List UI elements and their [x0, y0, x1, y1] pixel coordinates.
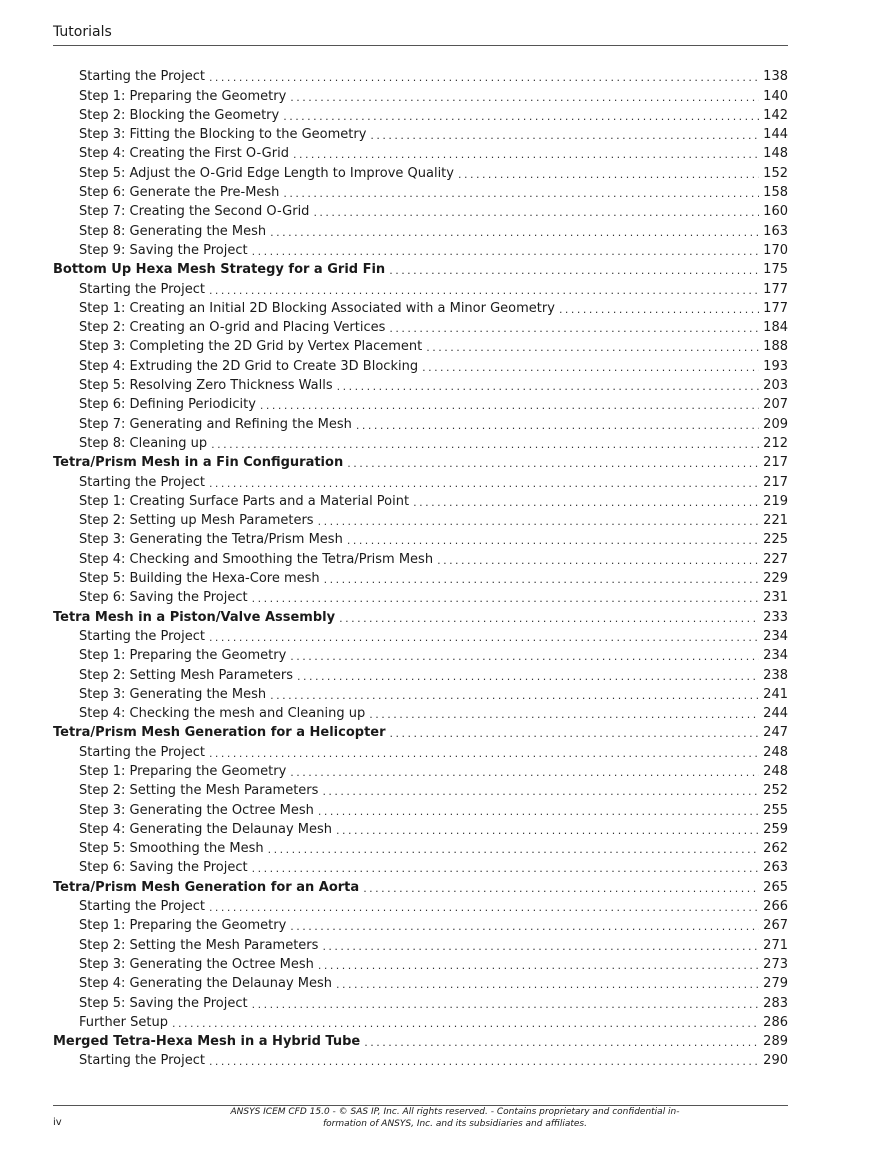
toc-entry-page-number: 144 [763, 127, 788, 143]
toc-step-entry[interactable] [53, 586, 788, 605]
toc-step-entry[interactable] [53, 316, 788, 335]
toc-entry-title: Step 1: Creating Surface Parts and a Material Point [79, 493, 410, 509]
toc-step-entry[interactable] [53, 181, 788, 200]
toc-step-entry[interactable] [53, 104, 788, 123]
toc-step-entry[interactable] [53, 200, 788, 219]
toc-step-entry[interactable] [53, 84, 788, 103]
toc-dot-leader [172, 1017, 759, 1030]
toc-entry-title: Step 9: Saving the Project [79, 242, 248, 258]
toc-dot-leader [209, 901, 759, 914]
toc-entry-page-number: 148 [763, 146, 788, 162]
toc-dot-leader [426, 341, 759, 354]
toc-dot-leader [252, 998, 760, 1011]
toc-entry-page-number: 262 [763, 841, 788, 857]
toc-entry-title: Merged Tetra-Hexa Mesh in a Hybrid Tube [53, 1034, 361, 1050]
toc-step-entry[interactable] [53, 509, 788, 528]
toc-entry-title: Step 4: Checking and Smoothing the Tetra/Prism Mesh [79, 551, 434, 567]
toc-dot-leader [290, 650, 759, 663]
toc-entry-title: Step 2: Setting Mesh Parameters [79, 667, 293, 683]
toc-dot-leader [283, 187, 759, 200]
toc-dot-leader [209, 284, 759, 297]
toc-step-entry[interactable] [53, 335, 788, 354]
toc-dot-leader [369, 708, 759, 721]
toc-step-entry[interactable] [53, 740, 788, 759]
toc-entry-page-number: 231 [763, 590, 788, 606]
toc-entry-page-number: 221 [763, 513, 788, 529]
toc-entry-page-number: 188 [763, 339, 788, 355]
toc-entry-title: Starting the Project [79, 744, 205, 760]
toc-entry-title: Step 2: Creating an O-grid and Placing Vertices [79, 320, 386, 336]
toc-entry-page-number: 209 [763, 416, 788, 432]
toc-entry-page-number: 175 [763, 262, 788, 278]
toc-dot-leader [389, 322, 759, 335]
toc-step-entry[interactable] [53, 65, 788, 84]
toc-dot-leader [290, 91, 759, 104]
toc-step-entry[interactable] [53, 547, 788, 566]
toc-step-entry[interactable] [53, 856, 788, 875]
toc-entry-title: Tetra/Prism Mesh Generation for an Aorta [53, 879, 360, 895]
toc-entry-page-number: 267 [763, 918, 788, 934]
toc-step-entry[interactable] [53, 1049, 788, 1068]
toc-entry-title: Step 4: Generating the Delaunay Mesh [79, 976, 333, 992]
toc-entry-title: Starting the Project [79, 628, 205, 644]
toc-dot-leader [422, 361, 759, 374]
toc-dot-leader [356, 419, 759, 432]
toc-step-entry[interactable] [53, 895, 788, 914]
toc-entry-page-number: 259 [763, 821, 788, 837]
toc-step-entry[interactable] [53, 625, 788, 644]
toc-step-entry[interactable] [53, 142, 788, 161]
toc-entry-title: Step 6: Defining Periodicity [79, 397, 256, 413]
toc-step-entry[interactable] [53, 683, 788, 702]
toc-dot-leader [270, 226, 759, 239]
toc-dot-leader [318, 805, 759, 818]
toc-entry-title: Step 3: Generating the Octree Mesh [79, 956, 314, 972]
toc-dot-leader [390, 727, 760, 740]
footer-notice-line-2: formation of ANSYS, Inc. and its subsidiaries and affiliates. [323, 1119, 587, 1129]
toc-dot-leader [347, 534, 759, 547]
toc-entry-page-number: 193 [763, 358, 788, 374]
toc-step-entry[interactable] [53, 663, 788, 682]
toc-step-entry[interactable] [53, 297, 788, 316]
toc-step-entry[interactable] [53, 1011, 788, 1030]
toc-entry-title: Starting the Project [79, 1053, 205, 1069]
toc-entry-title: Step 4: Checking the mesh and Cleaning up [79, 706, 366, 722]
toc-entry-page-number: 207 [763, 397, 788, 413]
toc-dot-leader [324, 573, 760, 586]
toc-dot-leader [290, 920, 759, 933]
toc-dot-leader [389, 264, 759, 277]
footer-notice-line-1: ANSYS ICEM CFD 15.0 - © SAS IP, Inc. All rights reserved. - Contains proprietary and confidential in- [230, 1107, 680, 1117]
toc-step-entry[interactable] [53, 953, 788, 972]
toc-entry-page-number: 241 [763, 686, 788, 702]
toc-entry-title: Step 2: Setting the Mesh Parameters [79, 783, 319, 799]
footer-copyright-notice [170, 1106, 740, 1130]
toc-entry-title: Step 6: Generate the Pre-Mesh [79, 185, 280, 201]
toc-entry-page-number: 290 [763, 1053, 788, 1069]
table-of-contents [53, 65, 788, 1068]
toc-dot-leader [211, 438, 759, 451]
toc-entry-title: Step 8: Cleaning up [79, 435, 208, 451]
toc-entry-title: Tetra/Prism Mesh Generation for a Helicopter [53, 725, 386, 741]
toc-entry-title: Step 1: Preparing the Geometry [79, 918, 287, 934]
toc-entry-page-number: 263 [763, 860, 788, 876]
toc-entry-page-number: 217 [763, 474, 788, 490]
toc-step-entry[interactable] [53, 760, 788, 779]
toc-entry-title: Step 6: Saving the Project [79, 590, 248, 606]
toc-entry-page-number: 286 [763, 1014, 788, 1030]
toc-entry-title: Step 4: Extruding the 2D Grid to Create 3D Blocking [79, 358, 419, 374]
toc-entry-title: Starting the Project [79, 474, 205, 490]
toc-entry-title: Step 3: Generating the Tetra/Prism Mesh [79, 532, 343, 548]
toc-entry-title: Starting the Project [79, 281, 205, 297]
toc-entry-page-number: 248 [763, 763, 788, 779]
toc-entry-page-number: 212 [763, 435, 788, 451]
toc-entry-title: Step 8: Generating the Mesh [79, 223, 267, 239]
toc-section-entry[interactable] [53, 605, 788, 624]
toc-entry-page-number: 170 [763, 242, 788, 258]
toc-entry-title: Step 2: Setting the Mesh Parameters [79, 937, 319, 953]
toc-step-entry[interactable] [53, 161, 788, 180]
toc-entry-page-number: 238 [763, 667, 788, 683]
toc-entry-title: Step 3: Fitting the Blocking to the Geometry [79, 127, 367, 143]
toc-entry-title: Step 5: Building the Hexa-Core mesh [79, 571, 320, 587]
toc-entry-title: Tetra Mesh in a Piston/Valve Assembly [53, 609, 336, 625]
toc-entry-page-number: 247 [763, 725, 788, 741]
toc-entry-title: Step 7: Creating the Second O-Grid [79, 204, 310, 220]
toc-dot-leader [209, 477, 759, 490]
toc-step-entry[interactable] [53, 779, 788, 798]
toc-entry-title: Bottom Up Hexa Mesh Strategy for a Grid Fin [53, 262, 386, 278]
toc-step-entry[interactable] [53, 567, 788, 586]
toc-entry-page-number: 177 [763, 300, 788, 316]
toc-dot-leader [209, 747, 759, 760]
toc-entry-page-number: 229 [763, 571, 788, 587]
toc-entry-page-number: 203 [763, 378, 788, 394]
toc-entry-page-number: 289 [763, 1034, 788, 1050]
toc-entry-title: Step 7: Generating and Refining the Mesh [79, 416, 352, 432]
toc-entry-page-number: 177 [763, 281, 788, 297]
toc-step-entry[interactable] [53, 798, 788, 817]
toc-entry-page-number: 283 [763, 995, 788, 1011]
toc-entry-title: Step 5: Saving the Project [79, 995, 248, 1011]
toc-entry-page-number: 227 [763, 551, 788, 567]
toc-step-entry[interactable] [53, 991, 788, 1010]
toc-entry-page-number: 234 [763, 648, 788, 664]
toc-entry-title: Step 1: Preparing the Geometry [79, 88, 287, 104]
toc-entry-page-number: 271 [763, 937, 788, 953]
toc-entry-page-number: 252 [763, 783, 788, 799]
toc-step-entry[interactable] [53, 818, 788, 837]
toc-entry-title: Starting the Project [79, 69, 205, 85]
toc-dot-leader [364, 1036, 759, 1049]
toc-entry-page-number: 234 [763, 628, 788, 644]
toc-step-entry[interactable] [53, 239, 788, 258]
toc-dot-leader [283, 110, 759, 123]
toc-entry-page-number: 233 [763, 609, 788, 625]
toc-step-entry[interactable] [53, 354, 788, 373]
toc-step-entry[interactable] [53, 528, 788, 547]
toc-entry-page-number: 138 [763, 69, 788, 85]
toc-entry-title: Step 4: Generating the Delaunay Mesh [79, 821, 333, 837]
toc-dot-leader [252, 862, 760, 875]
toc-dot-leader [297, 670, 759, 683]
toc-entry-page-number: 279 [763, 976, 788, 992]
toc-entry-title: Further Setup [79, 1014, 169, 1030]
toc-dot-leader [209, 631, 759, 644]
toc-step-entry[interactable] [53, 644, 788, 663]
toc-entry-title: Step 3: Generating the Mesh [79, 686, 267, 702]
toc-step-entry[interactable] [53, 374, 788, 393]
footer-page-number: iv [53, 1117, 62, 1128]
toc-entry-title: Step 5: Smoothing the Mesh [79, 841, 264, 857]
toc-entry-page-number: 140 [763, 88, 788, 104]
toc-section-entry[interactable] [53, 875, 788, 894]
toc-dot-leader [413, 496, 759, 509]
toc-dot-leader [209, 1055, 759, 1068]
toc-step-entry[interactable] [53, 972, 788, 991]
toc-entry-title: Step 3: Completing the 2D Grid by Vertex Placement [79, 339, 423, 355]
toc-step-entry[interactable] [53, 470, 788, 489]
running-header-title: Tutorials [53, 24, 112, 40]
toc-dot-leader [260, 399, 759, 412]
toc-entry-page-number: 158 [763, 185, 788, 201]
toc-section-entry[interactable] [53, 721, 788, 740]
toc-step-entry[interactable] [53, 123, 788, 142]
toc-dot-leader [336, 824, 759, 837]
toc-entry-page-number: 266 [763, 899, 788, 915]
toc-step-entry[interactable] [53, 490, 788, 509]
toc-step-entry[interactable] [53, 432, 788, 451]
toc-dot-leader [209, 71, 759, 84]
toc-entry-page-number: 265 [763, 879, 788, 895]
toc-entry-page-number: 219 [763, 493, 788, 509]
header-divider [53, 45, 788, 46]
toc-dot-leader [293, 148, 759, 161]
toc-dot-leader [337, 380, 760, 393]
toc-section-entry[interactable] [53, 258, 788, 277]
toc-dot-leader [290, 766, 759, 779]
toc-dot-leader [268, 843, 760, 856]
toc-entry-page-number: 248 [763, 744, 788, 760]
toc-step-entry[interactable] [53, 393, 788, 412]
toc-entry-title: Starting the Project [79, 899, 205, 915]
toc-dot-leader [363, 882, 759, 895]
toc-entry-title: Step 4: Creating the First O-Grid [79, 146, 289, 162]
toc-dot-leader [322, 940, 759, 953]
toc-dot-leader [370, 129, 759, 142]
toc-dot-leader [318, 959, 759, 972]
toc-section-entry[interactable] [53, 1030, 788, 1049]
toc-entry-title: Step 2: Blocking the Geometry [79, 107, 280, 123]
toc-entry-page-number: 142 [763, 107, 788, 123]
toc-entry-page-number: 217 [763, 455, 788, 471]
toc-step-entry[interactable] [53, 412, 788, 431]
toc-dot-leader [347, 457, 759, 470]
toc-entry-page-number: 160 [763, 204, 788, 220]
toc-dot-leader [437, 554, 759, 567]
toc-dot-leader [318, 515, 760, 528]
toc-dot-leader [336, 978, 759, 991]
toc-entry-page-number: 225 [763, 532, 788, 548]
toc-step-entry[interactable] [53, 837, 788, 856]
toc-dot-leader [458, 168, 759, 181]
toc-dot-leader [252, 592, 760, 605]
toc-entry-title: Step 2: Setting up Mesh Parameters [79, 513, 314, 529]
toc-entry-title: Step 3: Generating the Octree Mesh [79, 802, 314, 818]
toc-dot-leader [322, 785, 759, 798]
toc-step-entry[interactable] [53, 933, 788, 952]
toc-entry-title: Step 5: Adjust the O-Grid Edge Length to Improve Quality [79, 165, 454, 181]
toc-entry-page-number: 244 [763, 706, 788, 722]
toc-entry-title: Step 1: Preparing the Geometry [79, 763, 287, 779]
toc-entry-page-number: 163 [763, 223, 788, 239]
toc-entry-title: Step 1: Creating an Initial 2D Blocking Associated with a Minor Geometry [79, 300, 555, 316]
toc-dot-leader [339, 612, 759, 625]
toc-entry-page-number: 152 [763, 165, 788, 181]
toc-dot-leader [313, 206, 759, 219]
toc-entry-page-number: 184 [763, 320, 788, 336]
toc-entry-title: Step 1: Preparing the Geometry [79, 648, 287, 664]
toc-entry-page-number: 273 [763, 956, 788, 972]
toc-entry-title: Tetra/Prism Mesh in a Fin Configuration [53, 455, 344, 471]
toc-section-entry[interactable] [53, 451, 788, 470]
toc-dot-leader [252, 245, 760, 258]
toc-entry-page-number: 255 [763, 802, 788, 818]
toc-entry-title: Step 5: Resolving Zero Thickness Walls [79, 378, 333, 394]
toc-entry-title: Step 6: Saving the Project [79, 860, 248, 876]
toc-step-entry[interactable] [53, 702, 788, 721]
toc-step-entry[interactable] [53, 914, 788, 933]
toc-step-entry[interactable] [53, 277, 788, 296]
toc-dot-leader [270, 689, 759, 702]
toc-step-entry[interactable] [53, 219, 788, 238]
toc-dot-leader [559, 303, 759, 316]
